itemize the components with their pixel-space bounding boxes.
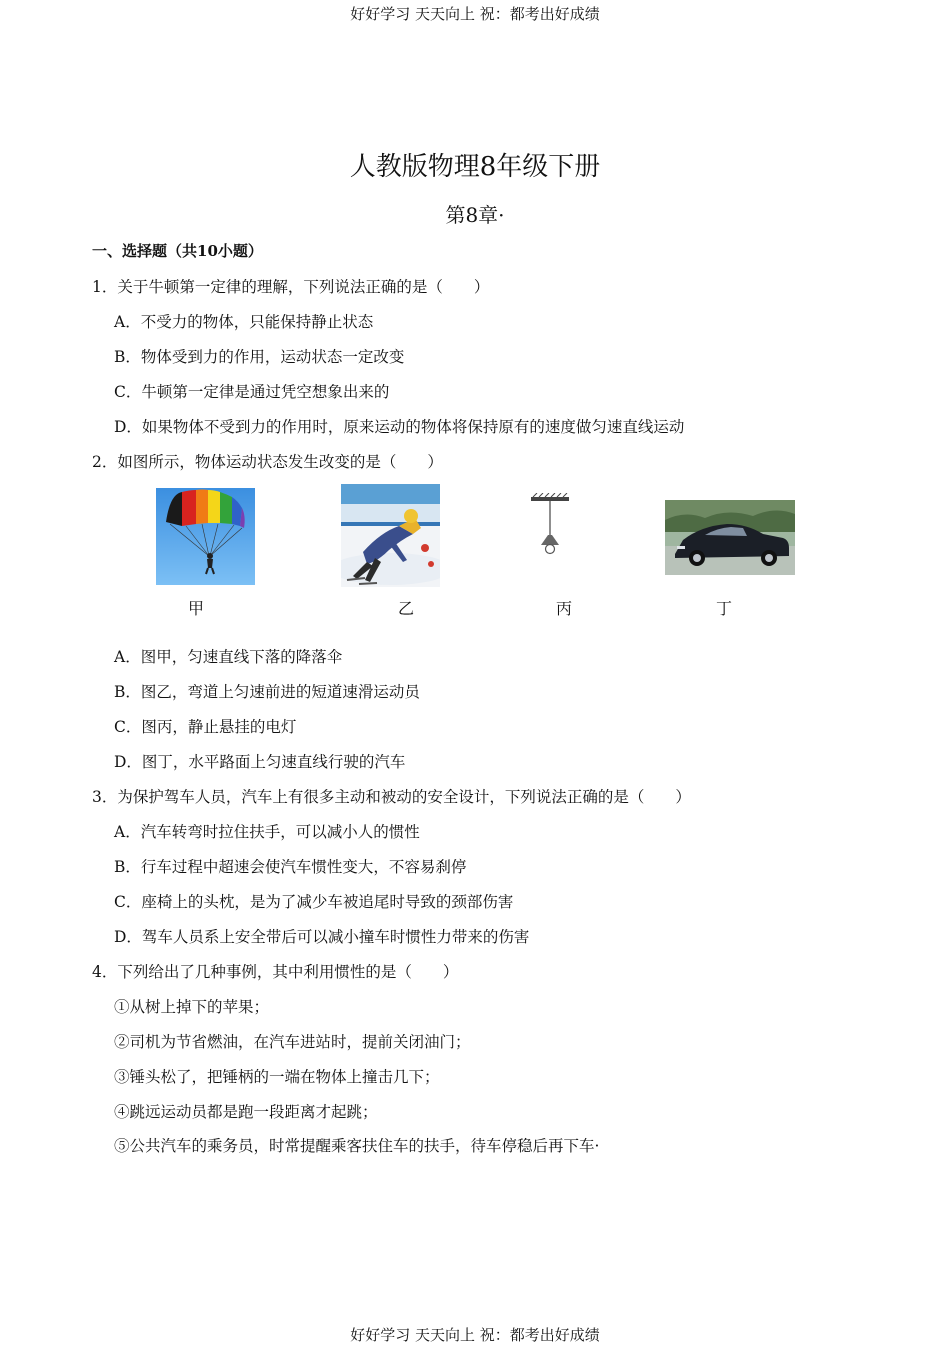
question-2-stem: 2．如图所示，物体运动状态发生改变的是（ ） bbox=[92, 453, 443, 471]
question-1-option-a: A．不受力的物体，只能保持静止状态 bbox=[114, 313, 374, 331]
question-2-option-b: B．图乙，弯道上匀速前进的短道速滑运动员 bbox=[114, 683, 420, 701]
question-4-item-2: ②司机为节省燃油，在汽车进站时，提前关闭油门； bbox=[114, 1033, 471, 1051]
question-3-option-c: C．座椅上的头枕，是为了减少车被追尾时导致的颈部伤害 bbox=[114, 893, 514, 911]
question-3-option-d: D．驾车人员系上安全带后可以减小撞车时惯性力带来的伤害 bbox=[114, 928, 530, 946]
speed-skater-image bbox=[341, 484, 440, 587]
question-4-item-1: ①从树上掉下的苹果； bbox=[114, 998, 270, 1016]
parachute-image bbox=[156, 488, 255, 585]
car-image bbox=[665, 500, 795, 575]
chapter-title: 第8章· bbox=[445, 203, 505, 227]
question-3-option-a: A．汽车转弯时拉住扶手，可以减小人的惯性 bbox=[114, 823, 420, 841]
figure-label-bing: 丙 bbox=[555, 599, 572, 618]
page-footer: 好好学习 天天向上 祝：都考出好成绩 bbox=[350, 1326, 600, 1344]
question-3-stem: 3．为保护驾车人员，汽车上有很多主动和被动的安全设计，下列说法正确的是（ ） bbox=[92, 788, 691, 806]
question-4-item-4: ④跳远运动员都是跑一段距离才起跳； bbox=[114, 1103, 378, 1121]
question-1-option-d: D．如果物体不受到力的作用时，原来运动的物体将保持原有的速度做匀速直线运动 bbox=[114, 418, 685, 436]
figure-label-jia: 甲 bbox=[187, 599, 204, 618]
question-4-item-3: ③锤头松了，把锤柄的一端在物体上撞击几下； bbox=[114, 1068, 440, 1086]
question-2-option-a: A．图甲，匀速直线下落的降落伞 bbox=[114, 648, 343, 666]
page-title: 人教版物理8年级下册 bbox=[349, 152, 601, 182]
page-header: 好好学习 天天向上 祝：都考出好成绩 bbox=[350, 5, 600, 23]
question-1-option-b: B．物体受到力的作用，运动状态一定改变 bbox=[114, 348, 405, 366]
question-1-stem: 1．关于牛顿第一定律的理解，下列说法正确的是（ ） bbox=[92, 278, 490, 296]
question-1-option-c: C．牛顿第一定律是通过凭空想象出来的 bbox=[114, 383, 390, 401]
question-2-option-d: D．图丁，水平路面上匀速直线行驶的汽车 bbox=[114, 753, 406, 771]
question-4-item-5: ⑤公共汽车的乘务员，时常提醒乘客扶住车的扶手，待车停稳后再下车· bbox=[114, 1137, 600, 1155]
figure-label-yi: 乙 bbox=[397, 599, 414, 618]
question-3-option-b: B．行车过程中超速会使汽车惯性变大，不容易刹停 bbox=[114, 858, 467, 876]
hanging-lamp-image bbox=[525, 493, 575, 559]
figure-label-ding: 丁 bbox=[715, 599, 732, 618]
question-4-stem: 4．下列给出了几种事例，其中利用惯性的是（ ） bbox=[92, 963, 459, 981]
section-heading: 一、选择题（共10小题） bbox=[92, 242, 263, 260]
question-2-option-c: C．图丙，静止悬挂的电灯 bbox=[114, 718, 297, 736]
